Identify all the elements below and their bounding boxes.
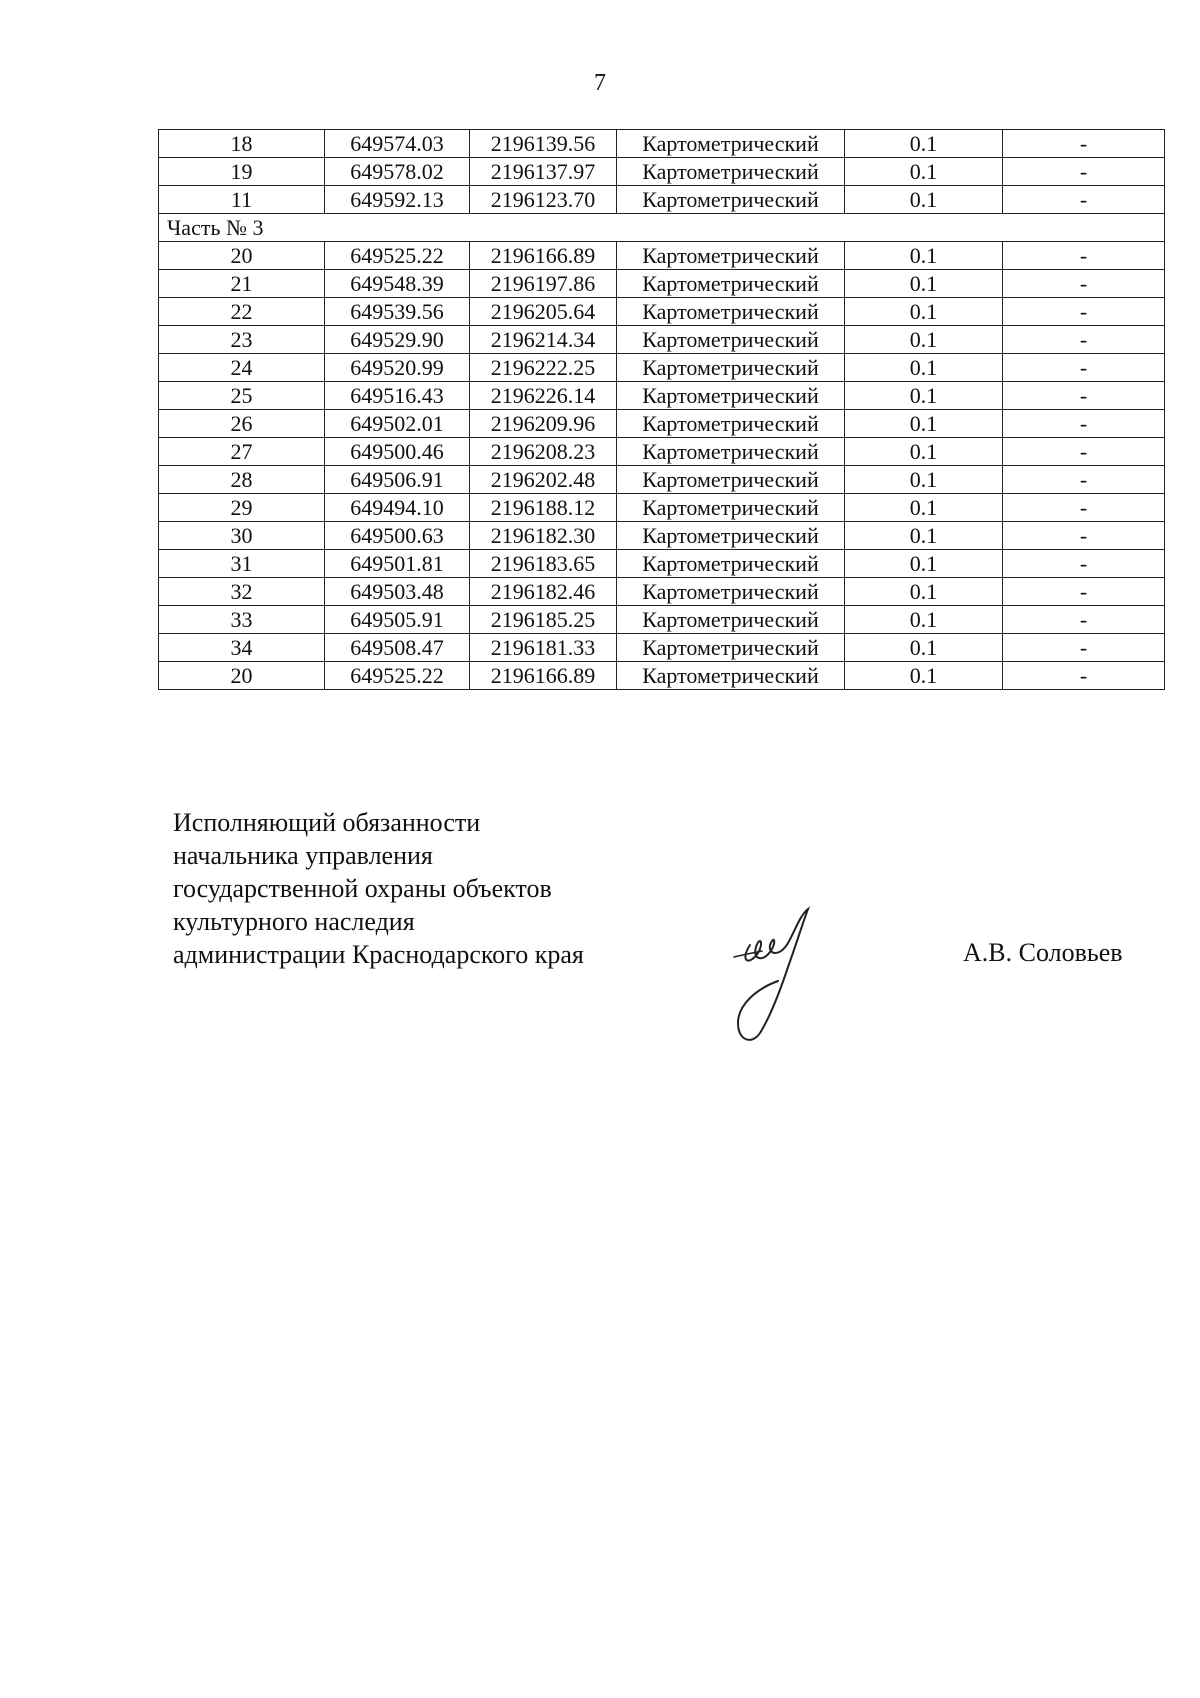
table-cell: Картометрический bbox=[617, 522, 845, 550]
table-cell: - bbox=[1003, 298, 1165, 326]
table-cell: - bbox=[1003, 438, 1165, 466]
table-cell: 649506.91 bbox=[325, 466, 470, 494]
table-cell: 649508.47 bbox=[325, 634, 470, 662]
table-cell: 0.1 bbox=[845, 662, 1003, 690]
table-cell: 2196222.25 bbox=[470, 354, 617, 382]
table-cell: 649516.43 bbox=[325, 382, 470, 410]
table-cell: Картометрический bbox=[617, 578, 845, 606]
table-cell: 28 bbox=[159, 466, 325, 494]
table-cell: - bbox=[1003, 382, 1165, 410]
table-cell: 25 bbox=[159, 382, 325, 410]
table-cell: 0.1 bbox=[845, 550, 1003, 578]
table-cell: 0.1 bbox=[845, 578, 1003, 606]
table-cell: Картометрический bbox=[617, 298, 845, 326]
table-cell: Картометрический bbox=[617, 662, 845, 690]
section-row bbox=[159, 214, 1165, 242]
table-cell: 649520.99 bbox=[325, 354, 470, 382]
table-cell: Картометрический bbox=[617, 326, 845, 354]
table-cell: - bbox=[1003, 410, 1165, 438]
table-cell: 23 bbox=[159, 326, 325, 354]
table-cell: 20 bbox=[159, 242, 325, 270]
table-cell: 2196166.89 bbox=[470, 662, 617, 690]
table-row bbox=[159, 466, 1165, 494]
table-row bbox=[159, 270, 1165, 298]
table-cell: 20 bbox=[159, 662, 325, 690]
position-line: администрации Краснодарского края bbox=[173, 940, 584, 969]
table-cell: 24 bbox=[159, 354, 325, 382]
table-cell: 0.1 bbox=[845, 158, 1003, 186]
table-cell: 2196188.12 bbox=[470, 494, 617, 522]
table-cell: 0.1 bbox=[845, 354, 1003, 382]
table-cell: 2196137.97 bbox=[470, 158, 617, 186]
table-cell: - bbox=[1003, 606, 1165, 634]
table-row bbox=[159, 130, 1165, 158]
table-cell: 0.1 bbox=[845, 270, 1003, 298]
table-cell: 2196214.34 bbox=[470, 326, 617, 354]
table-cell: - bbox=[1003, 186, 1165, 214]
table-cell: - bbox=[1003, 522, 1165, 550]
table-cell: - bbox=[1003, 270, 1165, 298]
table-row bbox=[159, 298, 1165, 326]
table-cell: 2196202.48 bbox=[470, 466, 617, 494]
table-row bbox=[159, 354, 1165, 382]
page-number: 7 bbox=[594, 70, 606, 96]
table-cell: 649578.02 bbox=[325, 158, 470, 186]
table-cell: 2196166.89 bbox=[470, 242, 617, 270]
table-cell: 33 bbox=[159, 606, 325, 634]
table-cell: Картометрический bbox=[617, 158, 845, 186]
table-cell: 2196208.23 bbox=[470, 438, 617, 466]
table-cell: 0.1 bbox=[845, 130, 1003, 158]
signatory-name: А.В. Соловьев bbox=[963, 938, 1123, 967]
table-cell: 649494.10 bbox=[325, 494, 470, 522]
table-cell: 649500.46 bbox=[325, 438, 470, 466]
table-cell: 0.1 bbox=[845, 494, 1003, 522]
table-cell: 649525.22 bbox=[325, 662, 470, 690]
coordinates-table bbox=[158, 129, 1165, 690]
table-cell: 2196139.56 bbox=[470, 130, 617, 158]
table-row bbox=[159, 158, 1165, 186]
table-cell: Картометрический bbox=[617, 382, 845, 410]
table-cell: 26 bbox=[159, 410, 325, 438]
table-cell: 649503.48 bbox=[325, 578, 470, 606]
table-cell: 0.1 bbox=[845, 242, 1003, 270]
table-cell: 31 bbox=[159, 550, 325, 578]
table-cell: 0.1 bbox=[845, 186, 1003, 214]
table-cell: - bbox=[1003, 466, 1165, 494]
table-cell: 649574.03 bbox=[325, 130, 470, 158]
position-line: государственной охраны объектов bbox=[173, 874, 552, 903]
table-row bbox=[159, 550, 1165, 578]
table-cell: 34 bbox=[159, 634, 325, 662]
table-cell: 11 bbox=[159, 186, 325, 214]
table-cell: 2196181.33 bbox=[470, 634, 617, 662]
table-cell: Картометрический bbox=[617, 438, 845, 466]
table-row bbox=[159, 326, 1165, 354]
table-cell: 27 bbox=[159, 438, 325, 466]
table-cell: Картометрический bbox=[617, 494, 845, 522]
table-row bbox=[159, 382, 1165, 410]
table-cell: - bbox=[1003, 158, 1165, 186]
table-cell: 2196182.46 bbox=[470, 578, 617, 606]
table-row bbox=[159, 410, 1165, 438]
table-cell: 649539.56 bbox=[325, 298, 470, 326]
table-cell: 19 bbox=[159, 158, 325, 186]
table-cell: Картометрический bbox=[617, 634, 845, 662]
table-cell: 0.1 bbox=[845, 298, 1003, 326]
table-cell: Картометрический bbox=[617, 130, 845, 158]
table-row bbox=[159, 578, 1165, 606]
table-cell: Картометрический bbox=[617, 186, 845, 214]
table-cell: 649529.90 bbox=[325, 326, 470, 354]
table-cell: 2196205.64 bbox=[470, 298, 617, 326]
table-cell: - bbox=[1003, 662, 1165, 690]
table-cell: 32 bbox=[159, 578, 325, 606]
table-cell: Картометрический bbox=[617, 410, 845, 438]
table-cell: Картометрический bbox=[617, 354, 845, 382]
table-row bbox=[159, 186, 1165, 214]
position-line: Исполняющий обязанности bbox=[173, 808, 481, 837]
table-cell: 649548.39 bbox=[325, 270, 470, 298]
table-cell: - bbox=[1003, 550, 1165, 578]
table-cell: - bbox=[1003, 634, 1165, 662]
table-row bbox=[159, 438, 1165, 466]
table-cell: 0.1 bbox=[845, 382, 1003, 410]
table-cell: 2196209.96 bbox=[470, 410, 617, 438]
section-label: Часть № 3 bbox=[159, 214, 1165, 242]
table-cell: 30 bbox=[159, 522, 325, 550]
table-cell: 29 bbox=[159, 494, 325, 522]
table-row bbox=[159, 242, 1165, 270]
coordinates-table-body bbox=[159, 130, 1165, 690]
table-cell: - bbox=[1003, 130, 1165, 158]
table-cell: 0.1 bbox=[845, 438, 1003, 466]
position-line: начальника управления bbox=[173, 841, 433, 870]
table-cell: - bbox=[1003, 578, 1165, 606]
table-row bbox=[159, 606, 1165, 634]
table-cell: Картометрический bbox=[617, 466, 845, 494]
table-cell: 22 bbox=[159, 298, 325, 326]
table-cell: 2196182.30 bbox=[470, 522, 617, 550]
position-line: культурного наследия bbox=[173, 907, 415, 936]
table-row bbox=[159, 522, 1165, 550]
table-cell: Картометрический bbox=[617, 242, 845, 270]
table-cell: Картометрический bbox=[617, 606, 845, 634]
table-cell: 2196185.25 bbox=[470, 606, 617, 634]
handwritten-signature-icon bbox=[730, 905, 840, 1055]
table-cell: - bbox=[1003, 242, 1165, 270]
table-cell: 649525.22 bbox=[325, 242, 470, 270]
table-row bbox=[159, 494, 1165, 522]
table-cell: Картометрический bbox=[617, 550, 845, 578]
table-row bbox=[159, 634, 1165, 662]
table-cell: 2196123.70 bbox=[470, 186, 617, 214]
table-cell: 649501.81 bbox=[325, 550, 470, 578]
table-cell: Картометрический bbox=[617, 270, 845, 298]
table-cell: 0.1 bbox=[845, 634, 1003, 662]
table-cell: 0.1 bbox=[845, 522, 1003, 550]
table-cell: 2196226.14 bbox=[470, 382, 617, 410]
table-cell: 0.1 bbox=[845, 606, 1003, 634]
table-cell: - bbox=[1003, 494, 1165, 522]
table-cell: 649505.91 bbox=[325, 606, 470, 634]
table-cell: 0.1 bbox=[845, 466, 1003, 494]
table-cell: 0.1 bbox=[845, 326, 1003, 354]
signatory-position bbox=[173, 806, 584, 971]
table-cell: 21 bbox=[159, 270, 325, 298]
table-cell: 0.1 bbox=[845, 410, 1003, 438]
table-cell: 18 bbox=[159, 130, 325, 158]
table-row bbox=[159, 662, 1165, 690]
table-cell: - bbox=[1003, 326, 1165, 354]
table-cell: 649592.13 bbox=[325, 186, 470, 214]
table-cell: 649502.01 bbox=[325, 410, 470, 438]
table-cell: 649500.63 bbox=[325, 522, 470, 550]
table-cell: 2196183.65 bbox=[470, 550, 617, 578]
table-cell: 2196197.86 bbox=[470, 270, 617, 298]
table-cell: - bbox=[1003, 354, 1165, 382]
